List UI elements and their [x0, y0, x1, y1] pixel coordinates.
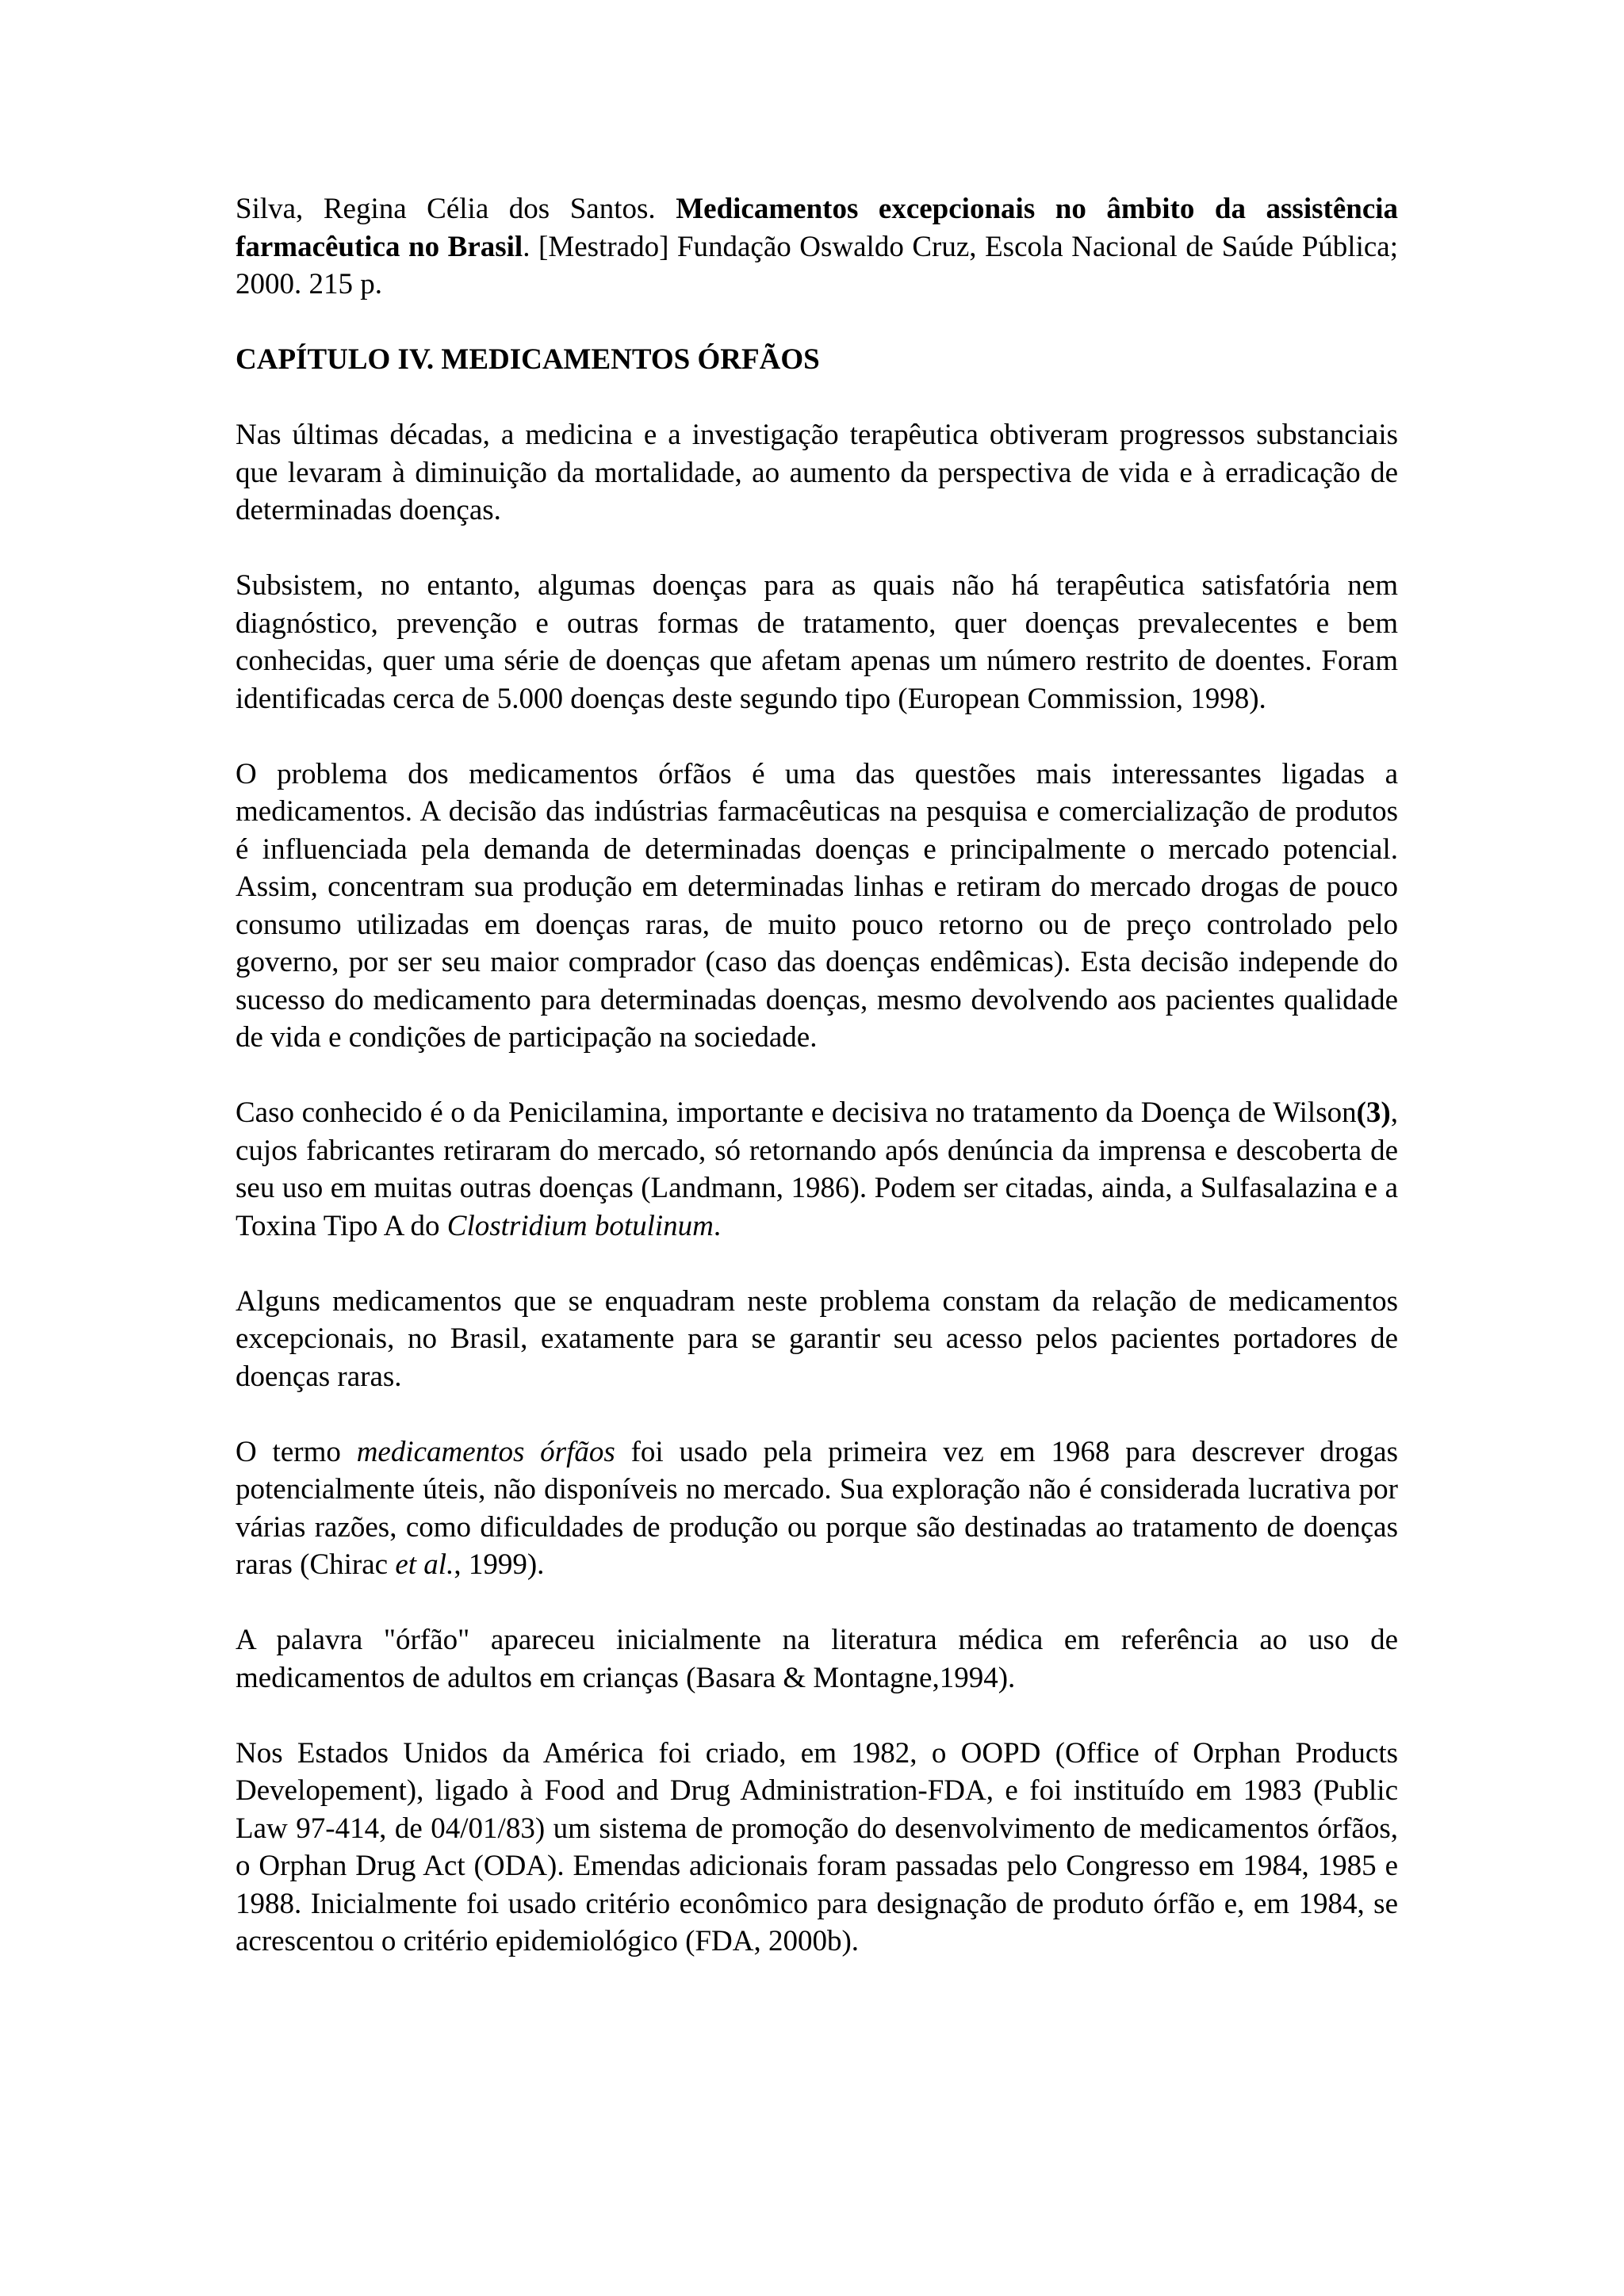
paragraph-4-text-c: . [713, 1209, 722, 1242]
citation-title: Medicamentos excepcionais no âmbito da assistência farmacêutica no Brasil [236, 193, 1399, 263]
paragraph-5: Alguns medicamentos que se enquadram neste problema constam da relação de medicamentos excepcionais, no Brasil, exatamente para se garantir seu acesso pelos pacientes portadores de doenças raras. [236, 1284, 1398, 1393]
paragraph-6-text-b: foi usado pela primeira vez em 1968 para descrever drogas potencialmente úteis, não disponíveis no mercado. Sua exploração não é considerada lucrativa por várias razões, como dificuldades de produção ou porque são destinadas ao tratamento de doenças raras (Chirac [236, 1435, 1398, 1581]
paragraph-4 [236, 1094, 1398, 1245]
paragraph-4-text-a: Caso conhecido é o da Penicilamina, importante e decisiva no tratamento da Doença de Wilson [236, 1096, 1357, 1129]
paragraph-1: Nas últimas décadas, a medicina e a investigação terapêutica obtiveram progressos substanciais que levaram à diminuição da mortalidade, ao aumento da perspectiva de vida e à erradicação de determinadas doenças. [236, 419, 1398, 526]
chapter-heading: CAPÍTULO IV. MEDICAMENTOS ÓRFÃOS [236, 343, 820, 376]
et-al-italic: et al. [395, 1548, 454, 1581]
paragraph-4-text-b: , cujos fabricantes retiraram do mercado, só retornando após denúncia da imprensa e descoberta de seu uso em muitas outras doenças (Landmann, 1986). Podem ser citadas, ainda, a Sulfasalazina e a Toxina Tipo A do [236, 1096, 1398, 1242]
paragraph-7: A palavra "órfão" apareceu inicialmente na literatura médica em referência ao uso de medicamentos de adultos em crianças (Basara & Montagne,1994). [236, 1624, 1398, 1694]
term-italic: medicamentos órfãos [356, 1435, 615, 1468]
citation [236, 190, 1398, 304]
species-name: Clostridium botulinum [446, 1209, 714, 1242]
citation-author: Silva, Regina Célia dos Santos. [236, 193, 656, 225]
citation-details: . [Mestrado] Fundação Oswaldo Cruz, Escola Nacional de Saúde Pública; 2000. 215 p. [236, 230, 1398, 300]
paragraph-8: Nos Estados Unidos da América foi criado, em 1982, o OOPD (Office of Orphan Products Developement), ligado à Food and Drug Administration-FDA, e foi instituído em 1983 (Public Law 97-414, de 04/01/83) um sistema de promoção do desenvolvimento de medicamentos órfãos, o Orphan Drug Act (ODA). Emendas adicionais foram passadas pelo Congresso em 1984, 1985 e 1988. Inicialmente foi usado critério econômico para designação de produto órfão e, em 1984, se acrescentou o critério epidemiológico (FDA, 2000b). [236, 1736, 1398, 1957]
footnote-reference: (3) [1356, 1096, 1391, 1129]
paragraph-6-text-c: , 1999). [454, 1548, 545, 1581]
paragraph-3: O problema dos medicamentos órfãos é uma das questões mais interessantes ligadas a medicamentos. A decisão das indústrias farmacêuticas na pesquisa e comercialização de produtos é influenciada pela demanda de determinadas doenças e principalmente o mercado potencial. Assim, concentram sua produção em determinadas linhas e retiram do mercado drogas de pouco consumo utilizadas em doenças raras, de muito pouco retorno ou de preço controlado pelo governo, por ser seu maior comprador (caso das doenças endêmicas). Esta decisão independe do sucesso do medicamento para determinadas doenças, mesmo devolvendo aos pacientes qualidade de vida e condições de participação na sociedade. [236, 757, 1398, 1054]
paragraph-2: Subsistem, no entanto, algumas doenças para as quais não há terapêutica satisfatória nem diagnóstico, prevenção e outras formas de tratamento, quer doenças prevalecentes e bem conhecidas, quer uma série de doenças que afetam apenas um número restrito de doentes. Foram identificadas cerca de 5.000 doenças deste segundo tipo (European Commission, 1998). [236, 569, 1398, 715]
document-page [236, 190, 1398, 1998]
paragraph-6-text-a: O termo [236, 1435, 357, 1468]
paragraph-6 [236, 1433, 1398, 1584]
